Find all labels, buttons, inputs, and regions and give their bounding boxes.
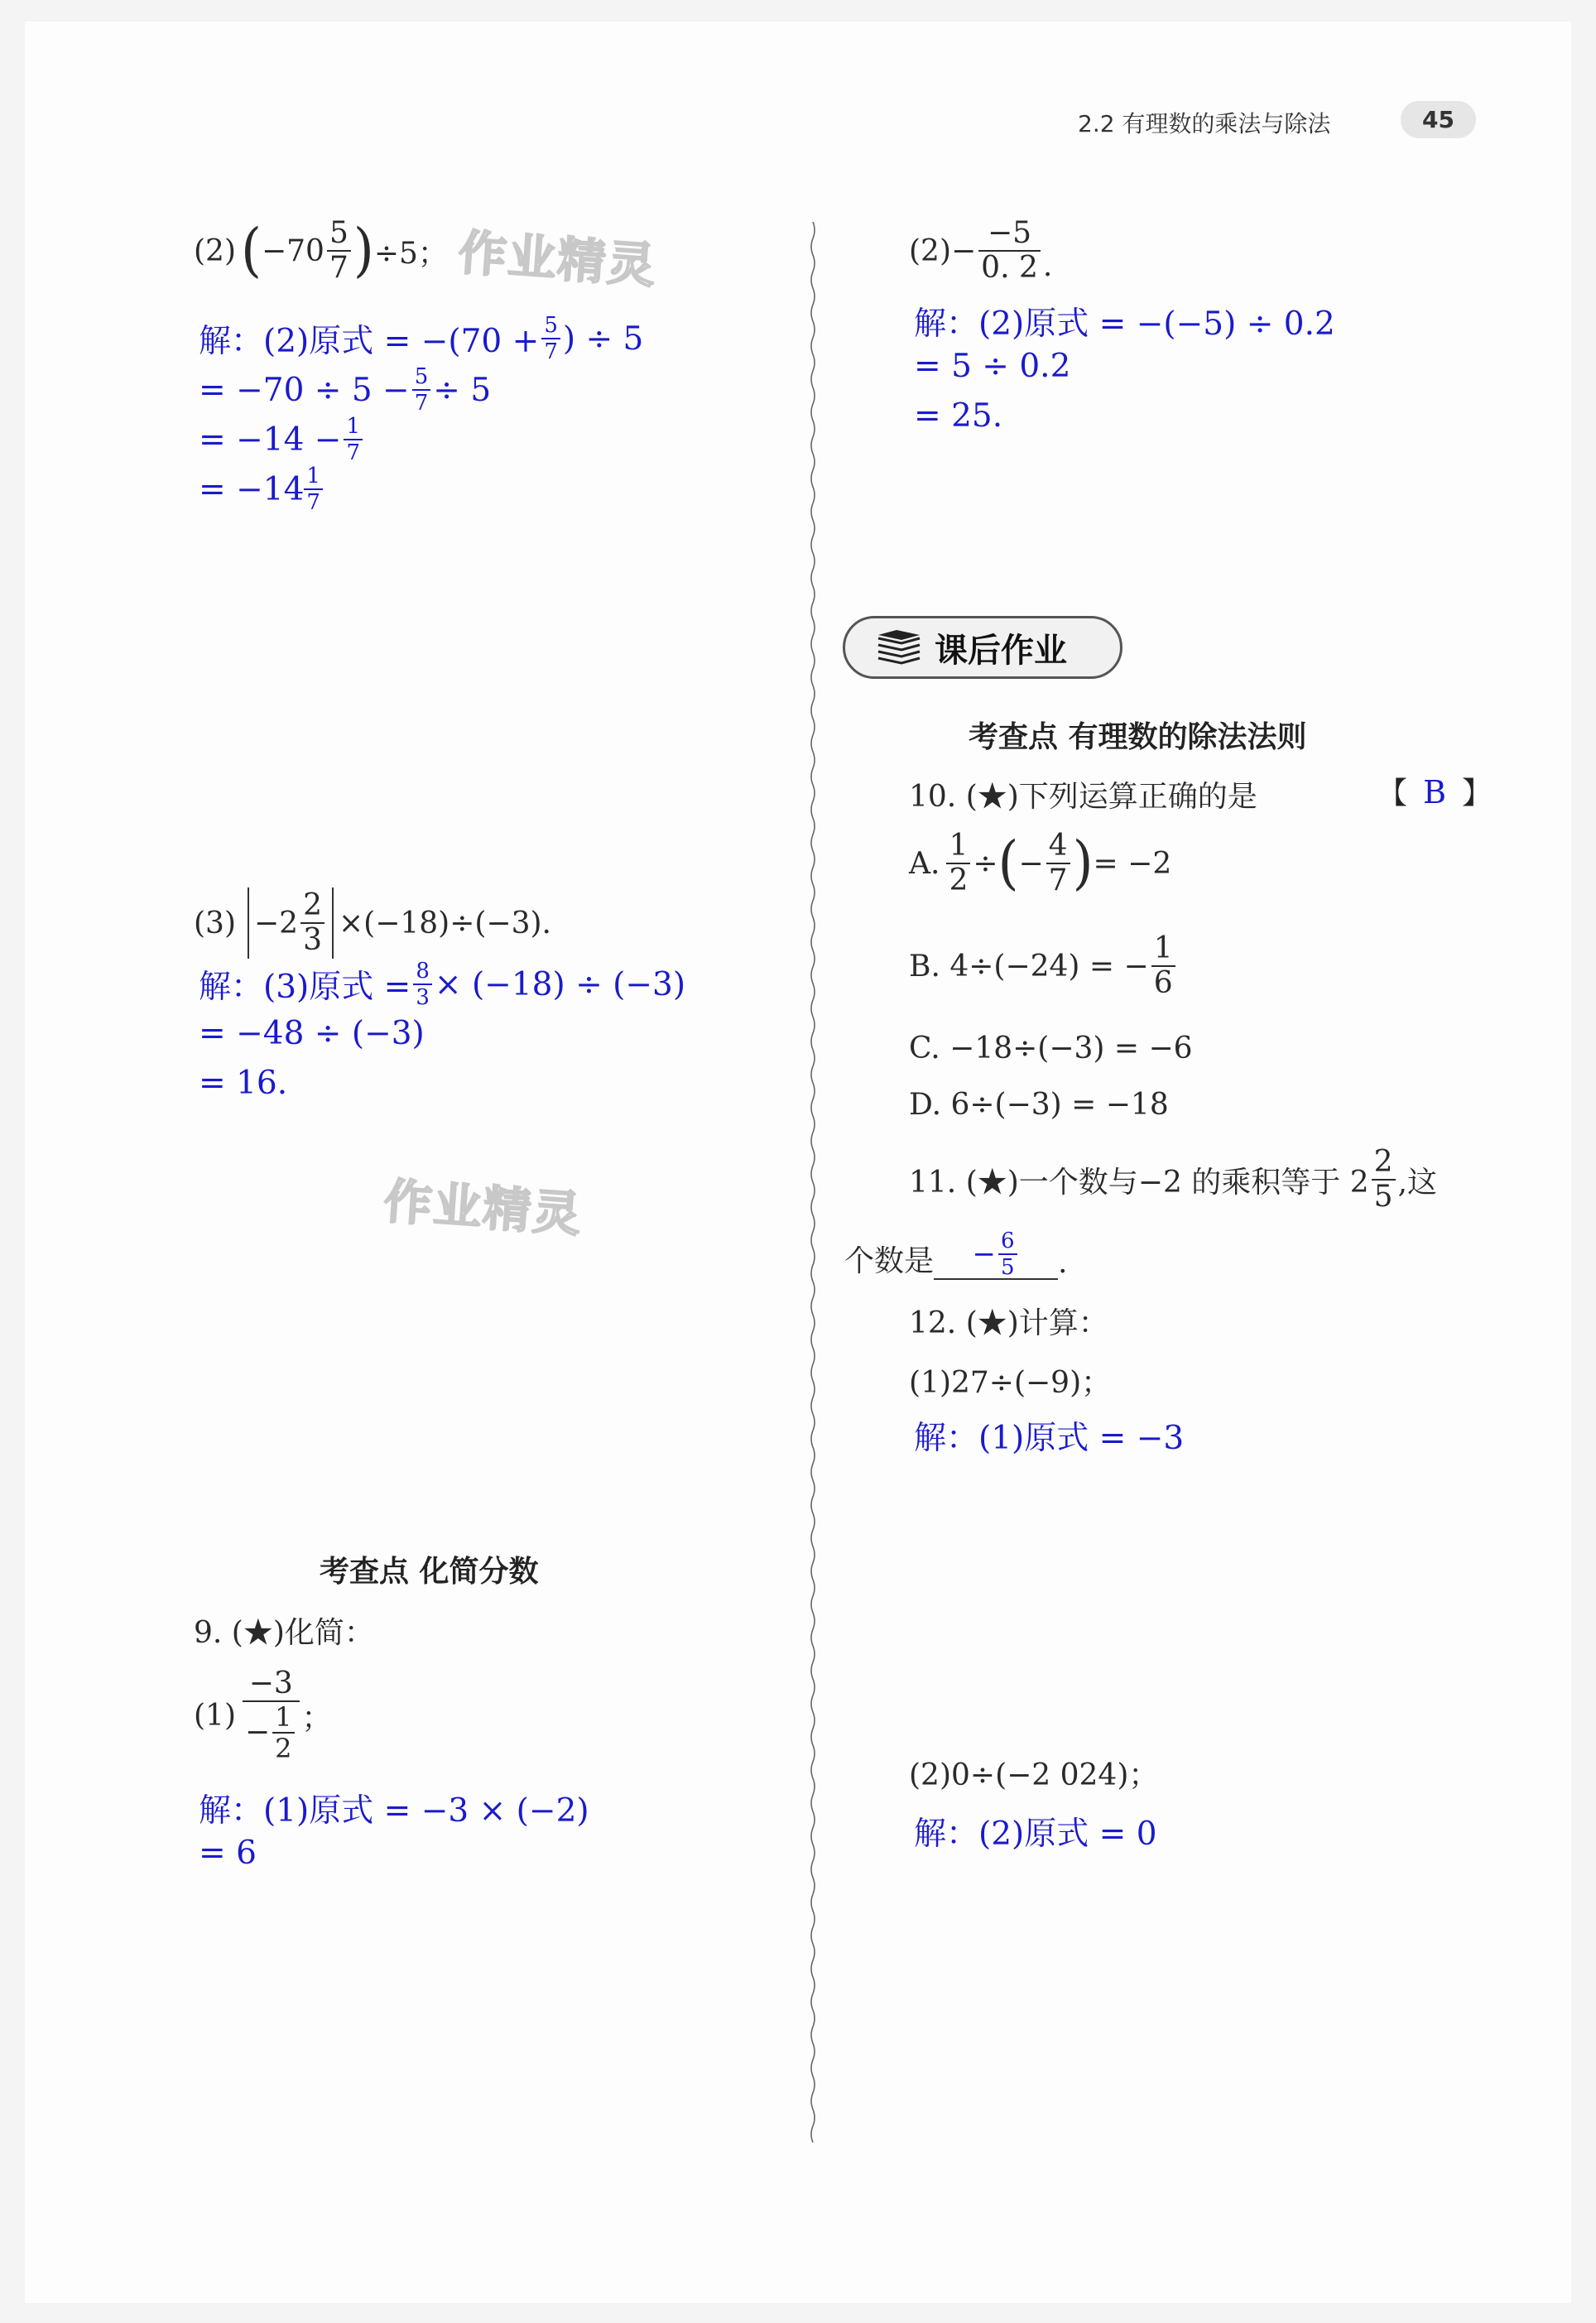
problem-tail: ×(−18)÷(−3). [338, 906, 551, 940]
frac-den: 7 [304, 488, 323, 513]
answer-line: 解：(1)原式 = −3 × (−2) [199, 1792, 589, 1830]
question-text: 个数是 [844, 1244, 935, 1278]
bracket-left: 【 [1377, 777, 1408, 810]
answer-line [199, 416, 365, 464]
topic-heading: 考查点 化简分数 [320, 1555, 539, 1589]
option-label: B. 4÷(−24) = − [909, 949, 1149, 984]
badge-title: 课后作业 [935, 631, 1067, 670]
frac-den: 7 [412, 389, 431, 414]
answer-line: 解：(2)原式 = −(−5) ÷ 0.2 [914, 305, 1335, 343]
answer-text: ÷ 5 [433, 371, 492, 409]
answer-bracket [1377, 770, 1492, 812]
operator: ÷ [973, 846, 998, 881]
mixed-whole: −2 [254, 906, 299, 940]
sign: − [1018, 846, 1044, 881]
topic-heading: 考查点 有理数的除法法则 [969, 720, 1307, 754]
option-label: A. [909, 846, 940, 881]
watermark: 作业精灵 [382, 1172, 584, 1243]
frac-num: 2 [1373, 1145, 1393, 1179]
question-12-part-2: (2)0÷(−2 024)； [909, 1758, 1159, 1792]
bracket-right: 】 [1462, 777, 1493, 810]
frac-num: 1 [306, 464, 320, 488]
answer-line: 解：(1)原式 = −3 [914, 1420, 1185, 1457]
answer-text: = −70 ÷ 5 − [199, 371, 410, 409]
option-c: C. −18÷(−3) = −6 [909, 1032, 1193, 1065]
question-text: ,这 [1397, 1165, 1438, 1200]
option-a: A. $\frac{1}{2}$ ÷ ( − $\frac{4}{7}$ ) = −2 [909, 829, 1172, 897]
problem-2-right [909, 216, 1053, 285]
frac-den: 7 [1046, 863, 1070, 896]
frac-den: 7 [541, 338, 560, 363]
frac-den: 7 [327, 250, 351, 283]
problem-tail: ； [301, 1700, 332, 1735]
frac-den: 7 [344, 439, 363, 464]
problem-tail: . [1042, 249, 1053, 283]
question-12: 12. (★)计算： [909, 1306, 1108, 1340]
answer-line: = −48 ÷ (−3) [199, 1015, 425, 1052]
answer-text: = −14 [199, 470, 305, 508]
problem-label: (3) [194, 906, 236, 940]
question-9: 9. (★)化简： [194, 1616, 374, 1650]
frac-num: 5 [544, 313, 558, 338]
answer-line [199, 315, 643, 363]
answer-line: = 16. [199, 1065, 288, 1102]
frac-num: 2 [303, 888, 322, 922]
option-tail: = −2 [1093, 846, 1172, 881]
frac-num: −5 [987, 216, 1032, 250]
column-divider [809, 222, 817, 2143]
question-9-part-1 [194, 1666, 332, 1764]
problem-label: (1) [194, 1698, 236, 1733]
watermark: 作业精灵 [456, 224, 659, 295]
homework-badge [843, 616, 1122, 679]
answer-text: 解：(3)原式 = [199, 969, 411, 1006]
question-11-line2 [844, 1230, 1067, 1280]
problem-2-left: (2) ( −70 $\frac{5}{7}$ ) ÷5； [194, 216, 448, 285]
problem-label: (2)− [909, 233, 977, 268]
answer-text: × (−18) ÷ (−3) [434, 965, 686, 1003]
question-11 [909, 1147, 1437, 1212]
problem-label: (2) [194, 233, 236, 268]
books-icon [875, 628, 923, 666]
frac-den: 3 [300, 922, 324, 955]
frac-num: −3 [248, 1666, 293, 1700]
answer-blank [934, 1230, 1058, 1280]
answer-line: = 6 [199, 1835, 257, 1872]
page-number: 45 [1401, 101, 1476, 138]
answer-line: 解：(2)原式 = 0 [914, 1816, 1157, 1853]
frac-num: 1 [346, 414, 360, 439]
answer-text: ) ÷ 5 [562, 320, 644, 358]
frac-den: 5 [998, 1253, 1017, 1278]
selected-answer: B [1423, 774, 1447, 810]
answer-text: 解：(2)原式 = −(70 + [199, 323, 540, 360]
frac-num: 6 [1000, 1229, 1015, 1253]
frac-den: 5 [1372, 1179, 1396, 1212]
frac-num: 1 [275, 1701, 292, 1733]
frac-sign: − [245, 1715, 271, 1749]
frac-num: 1 [949, 829, 969, 863]
frac-den: 3 [413, 984, 432, 1008]
answer-line: = 5 ÷ 0.2 [914, 348, 1071, 385]
frac-den: 2 [946, 863, 970, 896]
question-12-part-1: (1)27÷(−9)； [909, 1366, 1112, 1400]
answer-line: = 25. [914, 397, 1003, 435]
frac-den: 2 [272, 1732, 294, 1762]
frac-den: 6 [1151, 965, 1175, 998]
frac-num: 5 [329, 216, 349, 250]
question-text: 11. (★)一个数与−2 的乘积等于 2 [909, 1165, 1369, 1200]
answer-sign: − [972, 1238, 996, 1271]
option-d: D. 6÷(−3) = −18 [909, 1088, 1169, 1122]
option-b [909, 931, 1178, 1000]
frac-num: 4 [1048, 829, 1068, 863]
answer-line [199, 366, 491, 414]
frac-num: 8 [416, 959, 430, 984]
problem-tail: ÷5； [373, 236, 448, 271]
section-title: 2.2 有理数的乘法与除法 [1078, 110, 1331, 137]
answer-line [199, 960, 685, 1008]
frac-den: 0. 2 [978, 250, 1041, 283]
frac-num: 1 [1153, 931, 1173, 965]
question-10: 10. (★)下列运算正确的是 [909, 780, 1257, 814]
answer-text: = −14 − [199, 421, 342, 459]
mixed-whole: −70 [261, 233, 324, 268]
frac-num: 5 [414, 364, 429, 389]
question-text: . [1058, 1246, 1068, 1280]
answer-line [199, 465, 325, 513]
problem-3-left [194, 887, 551, 959]
